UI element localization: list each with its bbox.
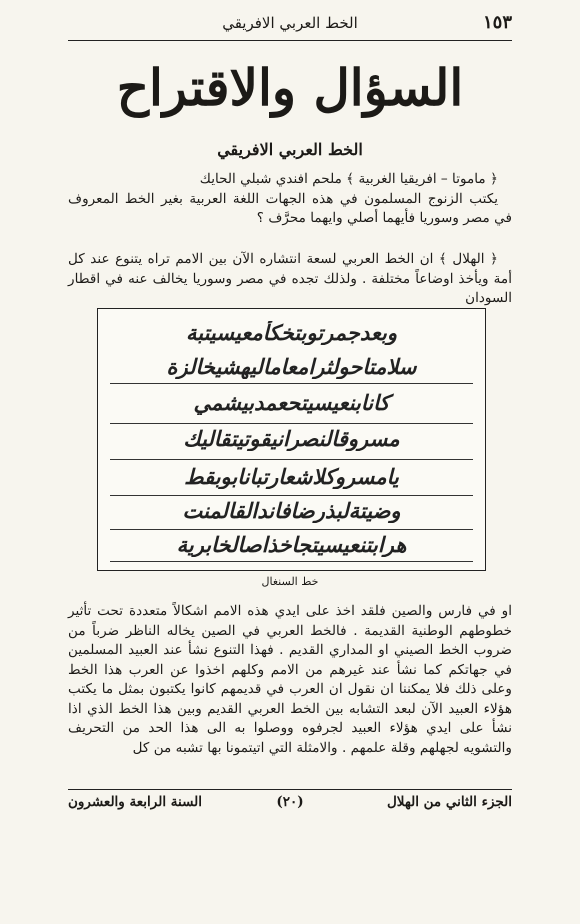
footer-rule bbox=[68, 789, 512, 790]
question-sender: ﴿ ماموتا – افريقيا الغربية ﴾ ملحم افندي شبلي الحايك bbox=[199, 171, 498, 187]
script-line: هرابتنعيسيتجاخذاصالخابرية bbox=[176, 533, 407, 557]
footer-page-number: (٢٠) bbox=[276, 794, 304, 810]
question-text: يكتب الزنوج المسلمون في هذه الجهات اللغة العربية بغير الخط المعروف في مصر وسوريا فأيهما أصلي وايهما محرَّف ؟ bbox=[68, 190, 512, 226]
body-text: او في فارس والصين فلقد اخذ على ايدي هذه الامم اشكالاً متعددة تحت تأثير خطوطهم الوطنية القديمة . فالخط العربي في الصين يخاله الناظر ضرباً من ضروب الخط الصيني او المداري القديم . فهذا التنوع نشأ عند العبيد المسلمين في جهاتكم كما نشأ عند غيرهم من الامم وكلهم اخذوا عن العرب هذا الخط وعلى ذلك فلا يمكننا ان نقول ان العرب في قديمهم كانوا يكتبون بمثل ما يكتب هؤلاء العبيد الآن لبعد التشابه بين الخط العربي القديم وبين هذا الخط الذي اذا نشأ على ايدي هؤلاء العبيد لجرفوه ووصلوا به الى هذا الحد من التحريف والتشويه لجهلهم وقلة علمهم . والامثلة التي اتيتمونا بها تشبه من كل bbox=[68, 603, 512, 756]
ruled-line bbox=[110, 529, 473, 530]
script-line: وبعدجمرتوبتخكأمعيسيتبة bbox=[186, 321, 397, 345]
script-line: سلامتاحولثرامعاماليهشيخالزة bbox=[166, 355, 417, 379]
answer-block bbox=[68, 250, 512, 309]
section-title: السؤال والاقتراح bbox=[116, 58, 464, 117]
article-subtitle: الخط العربي الافريقي bbox=[217, 140, 363, 159]
script-line: وضيتةلبذرضافاندالقالمنت bbox=[182, 499, 401, 523]
ruled-line bbox=[110, 459, 473, 460]
header-rule bbox=[68, 40, 512, 41]
script-line: كانابنعيسيتحعمدبيشمي bbox=[193, 391, 390, 415]
page-number: ١٥٣ bbox=[482, 12, 512, 33]
answer-text: ﴿ الهلال ﴾ ان الخط العربي لسعة انتشاره الآن بين الامم تراه يتنوع عند كل أمة ويأخذ اوضاعاً مختلفة . ولذلك تجده في مصر وسوريا يخالف عنه في اقطار السودان bbox=[68, 251, 512, 306]
ruled-line bbox=[110, 383, 473, 384]
figure-caption: خط السنغال bbox=[261, 575, 319, 588]
footer-year: السنة الرابعة والعشرون bbox=[68, 794, 203, 810]
running-title: الخط العربي الافريقي bbox=[222, 14, 358, 32]
ruled-line bbox=[110, 495, 473, 496]
ruled-line bbox=[110, 423, 473, 424]
ruled-line bbox=[110, 561, 473, 562]
body-text-block bbox=[68, 602, 512, 758]
script-sample-figure bbox=[97, 308, 486, 571]
footer-issue: الجزء الثاني من الهلال bbox=[387, 794, 512, 810]
question-block bbox=[68, 170, 512, 229]
script-line: يامسروكلاشعارتبانابوبقط bbox=[184, 465, 399, 489]
running-header bbox=[68, 12, 512, 38]
page-footer bbox=[68, 794, 512, 816]
script-line: مسروقالنصرانيقوتيتقاليك bbox=[183, 427, 400, 451]
